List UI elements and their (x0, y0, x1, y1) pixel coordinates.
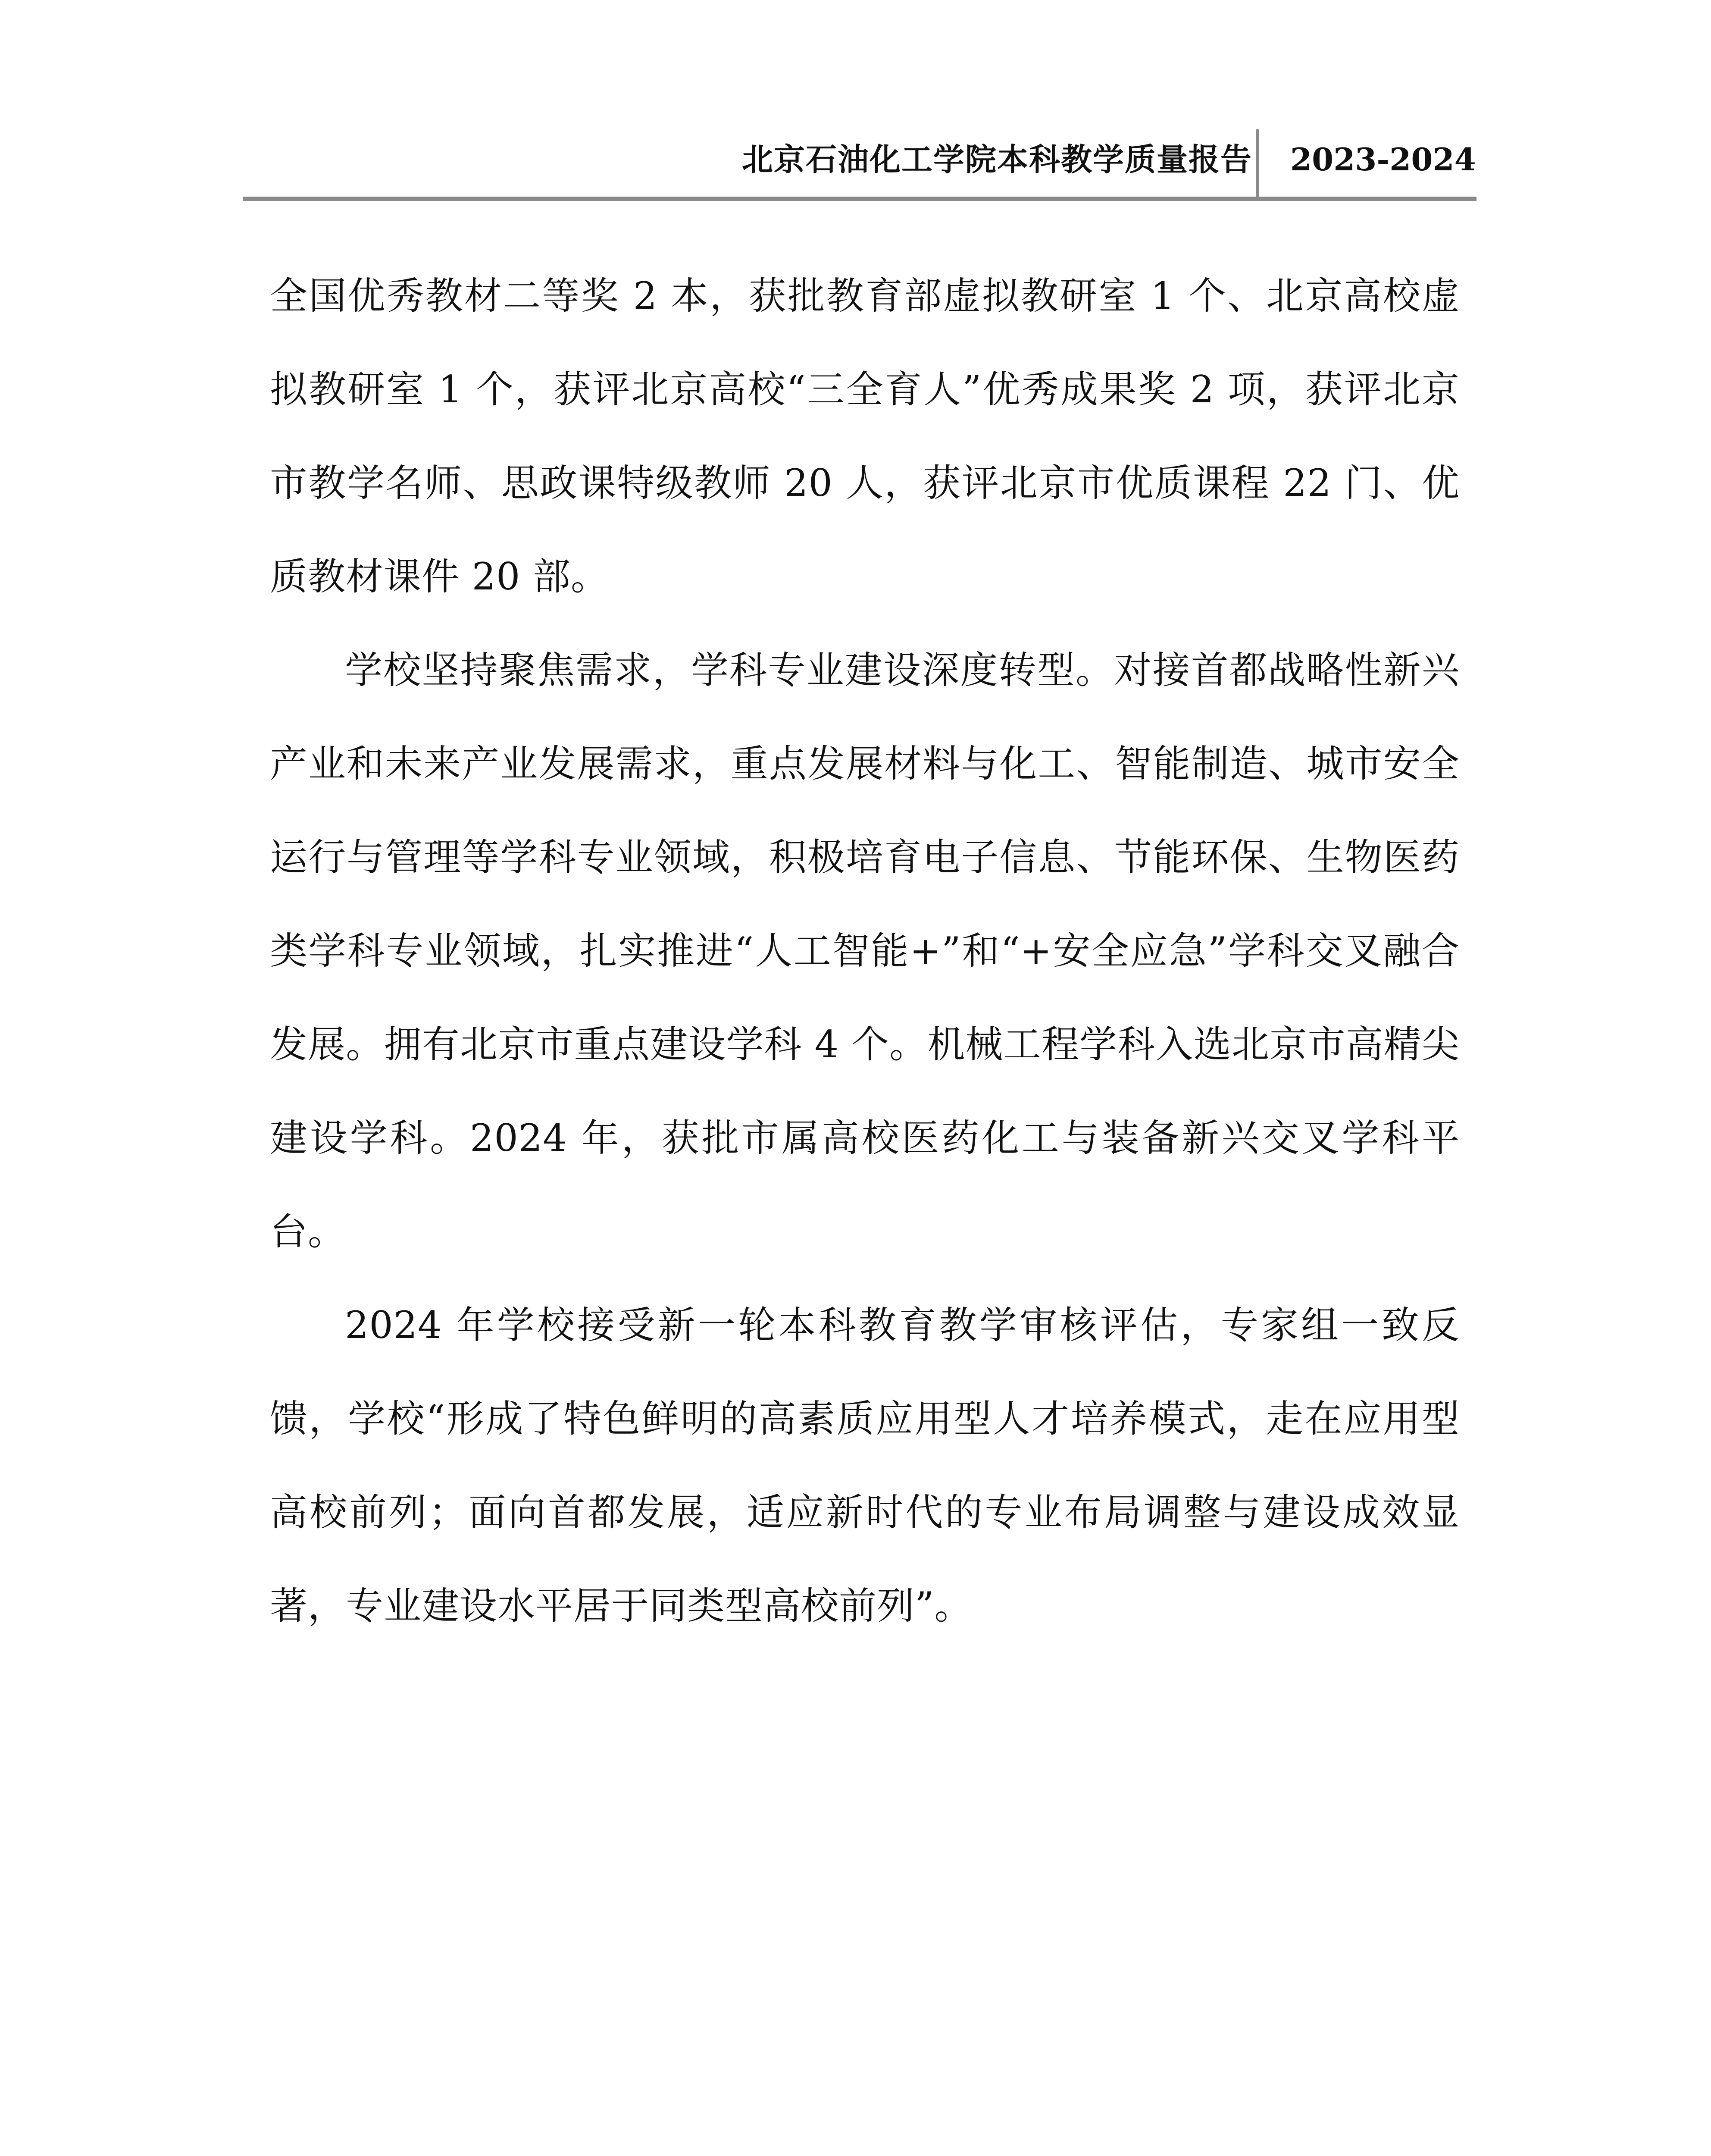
report-title: 北京石油化工学院本科教学质量报告 (741, 141, 1252, 178)
header-divider (1256, 129, 1259, 198)
body-text (270, 249, 1460, 1653)
paragraph-disciplines: 学校坚持聚焦需求，学科专业建设深度转型。对接首都战略性新兴产业和未来产业发展需求，重点发展材料与化工、智能制造、城市安全运行与管理等学科专业领域，积极培育电子信息、节能环保、生物医药类学科专业领域，扎实推进“人工智能+”和“+安全应急”学科交叉融合发展。拥有北京市重点建设学科 4 个。机械工程学科入选北京市高精尖建设学科。2024 年，获批市属高校医药化工与装备新兴交叉学科平台。 (270, 648, 1460, 1253)
report-year: 2023-2024 (1290, 141, 1476, 178)
paragraph-evaluation: 2024 年学校接受新一轮本科教育教学审核评估，专家组一致反馈，学校“形成了特色鲜明的高素质应用型人才培养模式，走在应用型高校前列；面向首都发展，适应新时代的专业布局调整与建设成效显著，专业建设水平居于同类型高校前列”。 (270, 1303, 1460, 1628)
paragraph-awards: 全国优秀教材二等奖 2 本，获批教育部虚拟教研室 1 个、北京高校虚拟教研室 1 个，获评北京高校“三全育人”优秀成果奖 2 项，获评北京市教学名师、思政课特级教师 20 人，获评北京市优质课程 22 门、优质教材课件 20 部。 (270, 274, 1460, 599)
header-rule (243, 197, 1476, 201)
page-header (243, 129, 1476, 201)
